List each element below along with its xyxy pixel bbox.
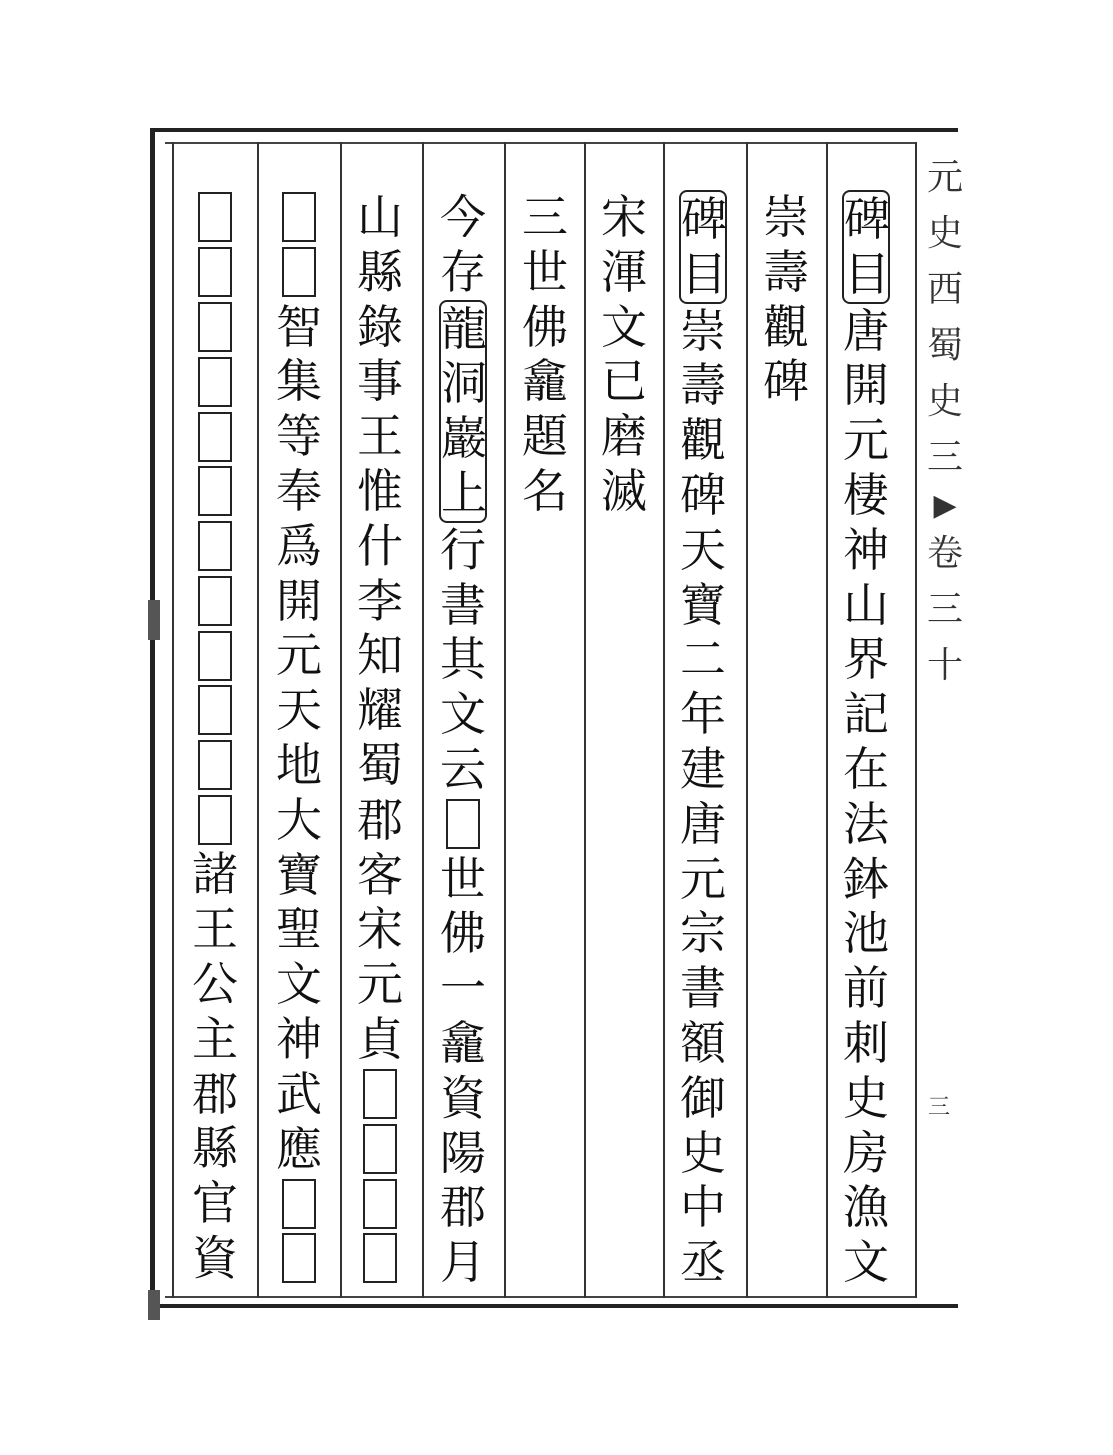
character: 聖	[276, 902, 322, 957]
column-rule-5	[584, 142, 586, 1298]
margin-volume-character: 三	[926, 589, 963, 630]
character: 壽	[763, 244, 809, 299]
character: 世	[522, 244, 568, 299]
character: 滅	[601, 463, 647, 518]
character: 宗	[680, 906, 726, 961]
character: 山	[357, 190, 403, 244]
character: 縣	[192, 1121, 238, 1176]
character: 記	[843, 687, 889, 742]
lacuna-box	[198, 192, 232, 242]
character: 其	[440, 632, 486, 687]
binding-edge-mark	[148, 600, 160, 640]
character: 池	[843, 906, 889, 961]
character: 地	[276, 737, 322, 792]
text-column-6	[436, 190, 490, 1290]
text-column-7	[353, 190, 407, 1286]
character: 主	[192, 1011, 238, 1066]
character: 磨	[601, 409, 647, 464]
character: 龕	[440, 1015, 486, 1070]
lacuna-box	[198, 247, 232, 297]
character: 唐	[680, 796, 726, 851]
character: 御	[680, 1070, 726, 1125]
character: 天	[680, 522, 726, 577]
text-column-3	[676, 190, 730, 1290]
character: 天	[276, 683, 322, 738]
lacuna-box	[198, 357, 232, 407]
text-column-8	[272, 190, 326, 1286]
character: 行	[440, 522, 486, 577]
boxed-label-character: 龍	[441, 301, 487, 356]
character: 惟	[357, 463, 403, 518]
character: 法	[843, 796, 889, 851]
character: 三	[522, 190, 568, 244]
column-rule-4	[663, 142, 665, 1298]
margin-title-character: 蜀	[926, 325, 963, 366]
margin-separator-icon: ▶	[933, 488, 957, 523]
character: 佛	[522, 299, 568, 354]
lacuna-box	[198, 631, 232, 681]
column-rule-1	[915, 142, 917, 1298]
text-column-4	[597, 190, 651, 519]
boxed-label-character: 洞	[441, 356, 487, 411]
margin-title-character: 西	[926, 269, 963, 310]
character: 觀	[680, 413, 726, 468]
character: 王	[192, 902, 238, 957]
character: 前	[843, 961, 889, 1016]
character: 書	[680, 961, 726, 1016]
character: 客	[357, 847, 403, 902]
character: 錄	[357, 299, 403, 354]
character: 界	[843, 632, 889, 687]
character: 應	[276, 1121, 322, 1176]
folio-number: 三	[928, 1095, 951, 1120]
boxed-label-character: 目	[842, 247, 890, 304]
margin-title-character: 元	[926, 157, 963, 198]
boxed-label-character: 目	[679, 247, 727, 304]
character: 碑	[763, 354, 809, 409]
character: 世	[440, 851, 486, 906]
lacuna-box	[282, 1233, 316, 1283]
character: 云	[440, 741, 486, 796]
lacuna-box	[282, 192, 316, 242]
character: 元	[357, 957, 403, 1012]
lacuna-box	[363, 1179, 397, 1229]
character: 建	[680, 741, 726, 796]
lacuna-box	[198, 576, 232, 626]
character: 觀	[763, 299, 809, 354]
character: 文	[601, 299, 647, 354]
character: 知	[357, 628, 403, 683]
character: 龕	[522, 354, 568, 409]
text-column-5	[518, 190, 572, 519]
character: 崇	[680, 303, 726, 358]
character: 元	[276, 628, 322, 683]
character: 在	[843, 741, 889, 796]
character: 王	[357, 409, 403, 464]
column-rule-6	[504, 142, 506, 1298]
lacuna-box	[198, 685, 232, 735]
character: 存	[440, 244, 486, 299]
character: 開	[843, 358, 889, 413]
lacuna-box	[282, 247, 316, 297]
lacuna-box	[363, 1069, 397, 1119]
character: 陽	[440, 1125, 486, 1180]
column-rule-3	[746, 142, 748, 1298]
character: 名	[522, 463, 568, 518]
lacuna-box	[363, 1233, 397, 1283]
lacuna-box	[446, 799, 480, 849]
character: 唐	[843, 303, 889, 358]
character: 史	[843, 1070, 889, 1125]
boxed-label-character: 碑	[681, 192, 727, 246]
column-rule-2	[826, 142, 828, 1298]
text-column-2	[759, 190, 813, 409]
character: 文	[843, 1235, 889, 1290]
margin-volume-number	[927, 526, 963, 694]
character: 資	[440, 1070, 486, 1125]
character: 中	[680, 1180, 726, 1235]
character: 宋	[601, 190, 647, 244]
character: 佛	[440, 906, 486, 961]
character: 壽	[680, 358, 726, 413]
character: 郡	[357, 792, 403, 847]
character: 棲	[843, 467, 889, 522]
character: 文	[276, 957, 322, 1012]
character: 已	[601, 354, 647, 409]
boxed-label-character: 巖	[441, 411, 487, 466]
character: 爲	[276, 518, 322, 573]
text-column-9	[188, 190, 242, 1286]
text-column-1	[839, 190, 893, 1290]
character: 蜀	[357, 737, 403, 792]
character: 元	[680, 851, 726, 906]
character: 武	[276, 1066, 322, 1121]
character: 神	[843, 522, 889, 577]
lacuna-box	[198, 795, 232, 845]
character: 刺	[843, 1015, 889, 1070]
inner-bottom-rule	[165, 1296, 915, 1298]
character: 山	[843, 577, 889, 632]
column-rule-10	[172, 142, 174, 1298]
character: 資	[192, 1230, 238, 1285]
character: 智	[276, 299, 322, 354]
lacuna-box	[198, 466, 232, 516]
boxed-label-character: 碑	[844, 192, 890, 246]
character: 房	[843, 1125, 889, 1180]
margin-volume-character: 卷	[926, 533, 963, 574]
column-rule-9	[257, 142, 259, 1298]
character: 題	[522, 409, 568, 464]
character: 年	[680, 687, 726, 742]
binding-edge-mark	[148, 1290, 160, 1320]
character: 諸	[192, 847, 238, 902]
margin-volume-character: 十	[926, 645, 963, 686]
lacuna-box	[198, 521, 232, 571]
character: 漁	[843, 1180, 889, 1235]
inner-top-rule	[165, 142, 915, 144]
lacuna-box	[198, 302, 232, 352]
character: 今	[440, 190, 486, 244]
lacuna-box	[198, 740, 232, 790]
character: 崇	[763, 190, 809, 244]
character: 李	[357, 573, 403, 628]
character: 奉	[276, 463, 322, 518]
character: 公	[192, 956, 238, 1011]
character: 耀	[357, 683, 403, 738]
lacuna-box	[282, 1179, 316, 1229]
column-rule-8	[340, 142, 342, 1298]
character: 元	[843, 413, 889, 468]
character: 事	[357, 354, 403, 409]
character: 大	[276, 792, 322, 847]
character: 等	[276, 409, 322, 464]
margin-title-character: 史	[926, 213, 963, 254]
character: 神	[276, 1011, 322, 1066]
margin-book-title	[927, 150, 963, 486]
margin-title-character: 三	[926, 437, 963, 478]
character: 官	[192, 1176, 238, 1231]
character: 月	[440, 1235, 486, 1290]
character: 額	[680, 1015, 726, 1070]
character: 鉢	[843, 851, 889, 906]
lacuna-box	[198, 412, 232, 462]
character: 寶	[680, 577, 726, 632]
character: 二	[680, 632, 726, 687]
character: 丞	[680, 1235, 726, 1290]
character: 郡	[440, 1180, 486, 1235]
character: 郡	[192, 1066, 238, 1121]
lacuna-box	[363, 1124, 397, 1174]
character: 開	[276, 573, 322, 628]
character: 碑	[680, 467, 726, 522]
character: 文	[440, 687, 486, 742]
character: 集	[276, 354, 322, 409]
character: 宋	[357, 902, 403, 957]
character: 什	[357, 518, 403, 573]
character: 渾	[601, 244, 647, 299]
character: 史	[680, 1125, 726, 1180]
character: 書	[440, 577, 486, 632]
margin-title-character: 史	[926, 381, 963, 422]
character: 貞	[357, 1011, 403, 1066]
character: 一	[440, 961, 486, 1016]
column-rule-7	[422, 142, 424, 1298]
character: 寶	[276, 847, 322, 902]
boxed-label-character: 上	[439, 466, 487, 523]
character: 縣	[357, 244, 403, 299]
margin-title-column	[925, 150, 965, 694]
